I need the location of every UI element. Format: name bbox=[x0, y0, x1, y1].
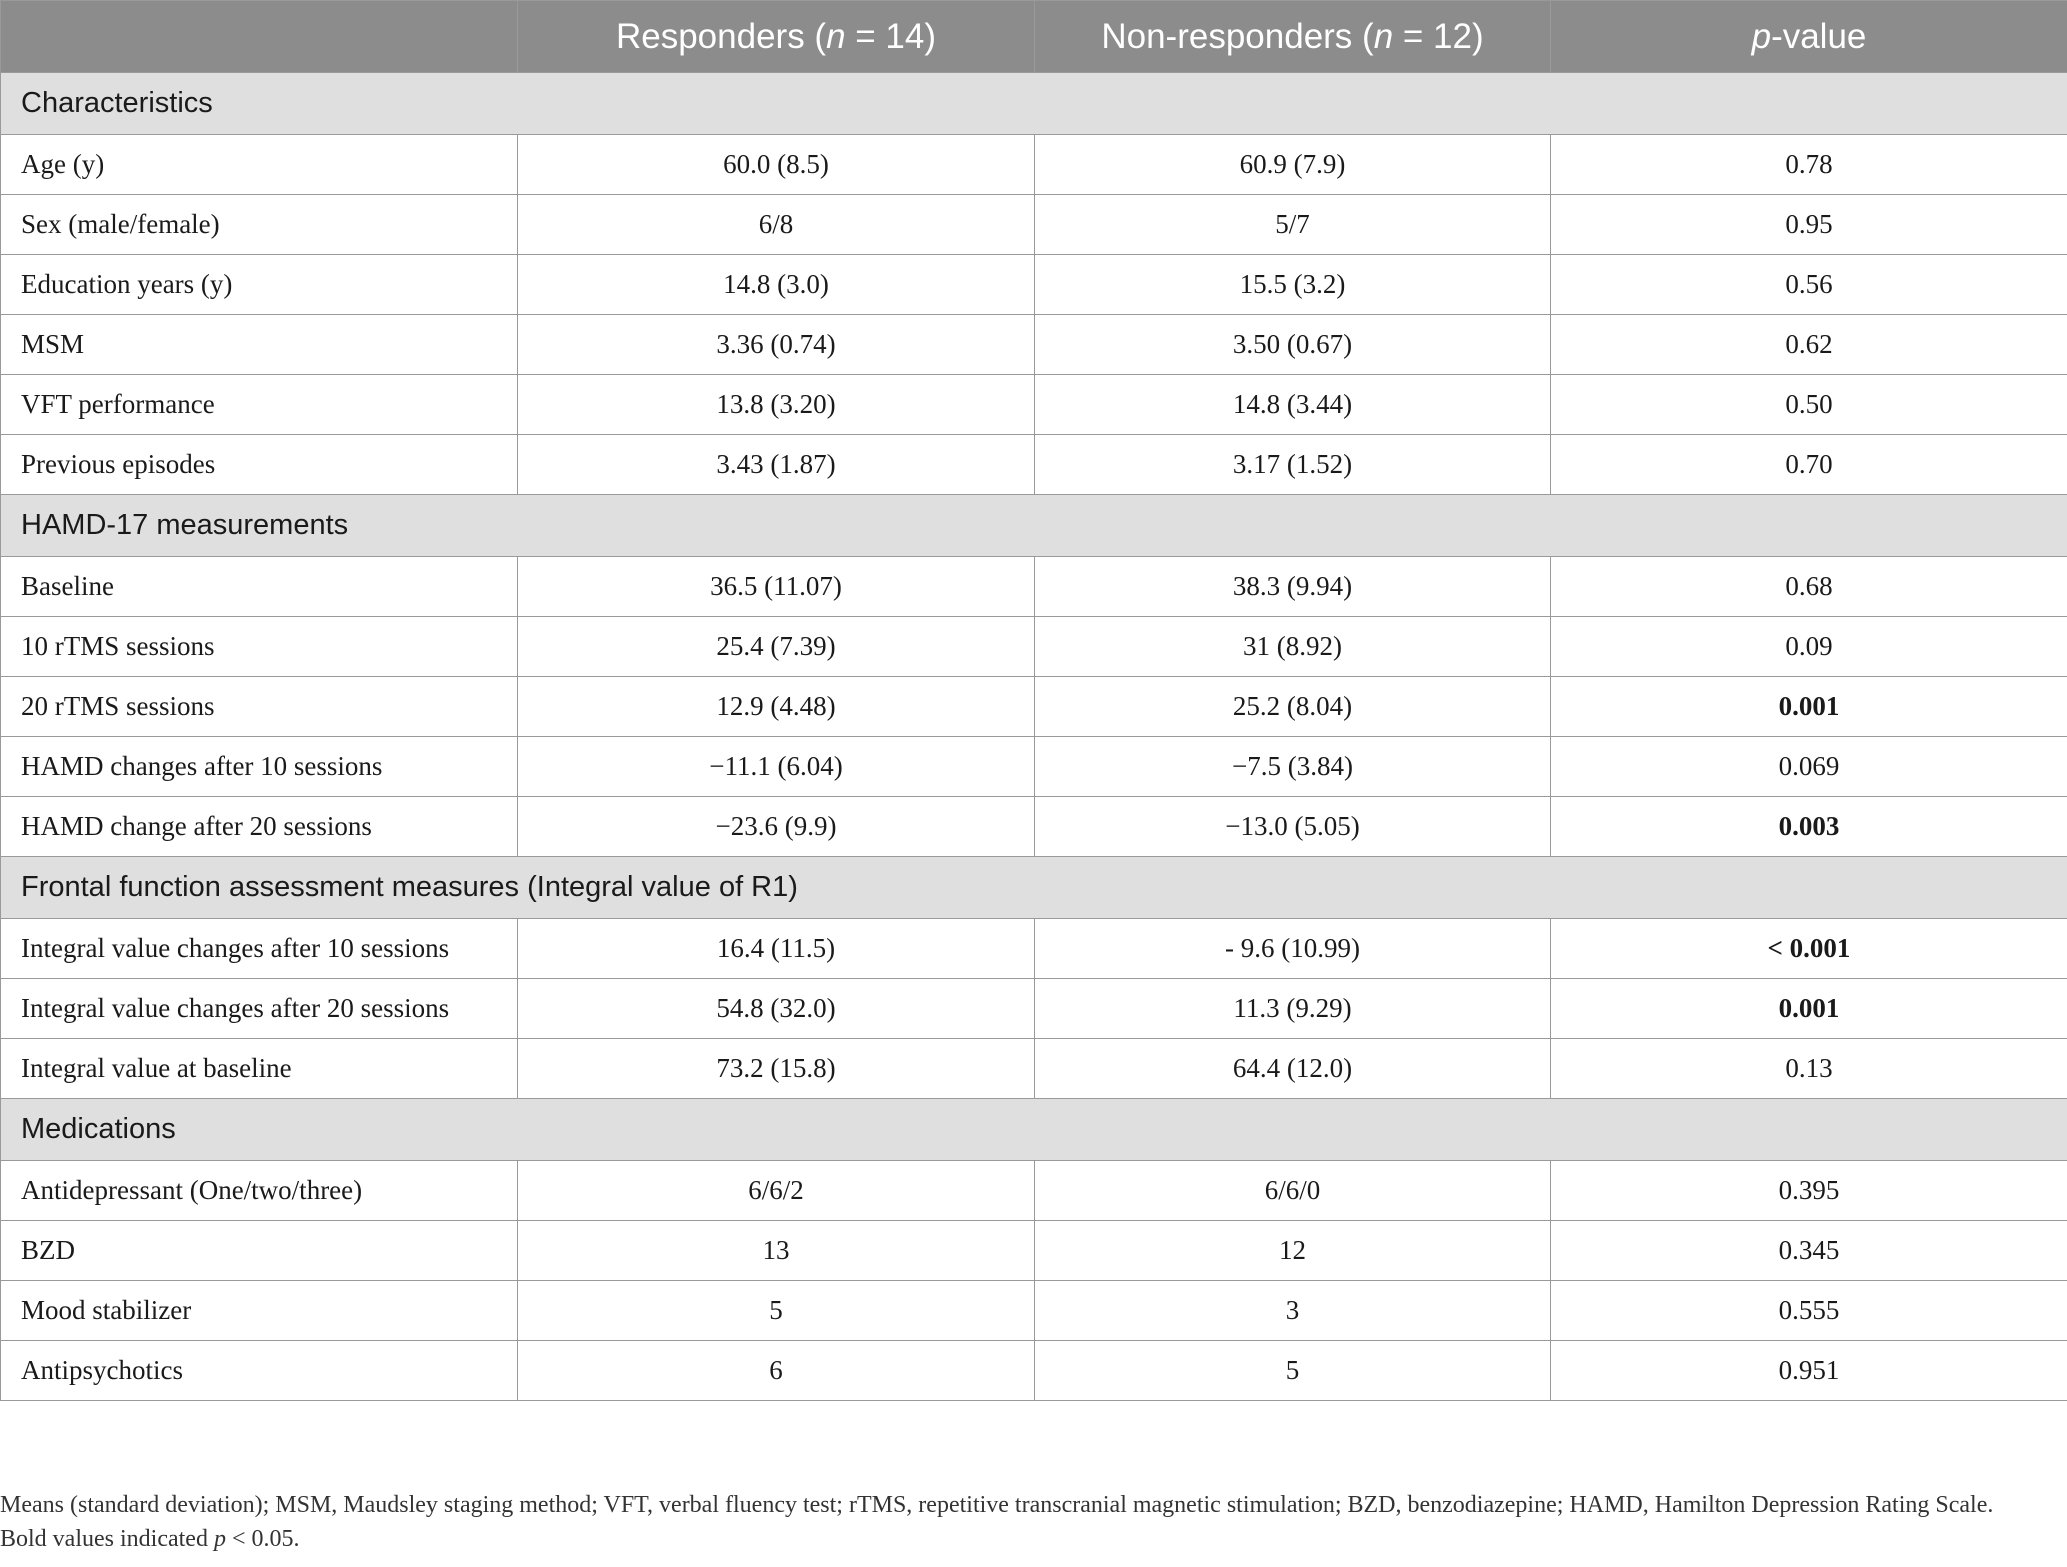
table-row bbox=[1, 1221, 2067, 1281]
section-title: Medications bbox=[1, 1099, 2067, 1161]
responders-value: 54.8 (32.0) bbox=[518, 979, 1035, 1039]
non-responders-value: −7.5 (3.84) bbox=[1035, 737, 1551, 797]
row-label: Integral value changes after 10 sessions bbox=[1, 919, 518, 979]
responders-value: 25.4 (7.39) bbox=[518, 617, 1035, 677]
row-label: Sex (male/female) bbox=[1, 195, 518, 255]
section-row bbox=[1, 495, 2067, 557]
non-responders-value: 25.2 (8.04) bbox=[1035, 677, 1551, 737]
p-value-cell: 0.069 bbox=[1551, 737, 2067, 797]
header-p-value: p-value bbox=[1551, 1, 2067, 73]
row-label: MSM bbox=[1, 315, 518, 375]
non-responders-value: 5 bbox=[1035, 1341, 1551, 1401]
table-row bbox=[1, 919, 2067, 979]
table-footnote: Means (standard deviation); MSM, Maudsley staging method; VFT, verbal fluency test; rTMS, repetitive transcranial magnetic stimulation; BZD, benzodiazepine; HAMD, Hamilton Depression Rating Scale. Bold values indicated p < 0.05. bbox=[0, 1492, 1994, 1552]
table-row bbox=[1, 315, 2067, 375]
row-label: Integral value changes after 20 sessions bbox=[1, 979, 518, 1039]
responders-value: 6/6/2 bbox=[518, 1161, 1035, 1221]
responders-value: 60.0 (8.5) bbox=[518, 135, 1035, 195]
table-row bbox=[1, 255, 2067, 315]
p-value-cell: 0.395 bbox=[1551, 1161, 2067, 1221]
table-row bbox=[1, 737, 2067, 797]
responders-value: −11.1 (6.04) bbox=[518, 737, 1035, 797]
non-responders-value: 3 bbox=[1035, 1281, 1551, 1341]
non-responders-value: 64.4 (12.0) bbox=[1035, 1039, 1551, 1099]
table-row bbox=[1, 195, 2067, 255]
non-responders-value: 5/7 bbox=[1035, 195, 1551, 255]
row-label: Antidepressant (One/two/three) bbox=[1, 1161, 518, 1221]
row-label: Mood stabilizer bbox=[1, 1281, 518, 1341]
responders-value: 13.8 (3.20) bbox=[518, 375, 1035, 435]
non-responders-value: −13.0 (5.05) bbox=[1035, 797, 1551, 857]
row-label: Baseline bbox=[1, 557, 518, 617]
row-label: Previous episodes bbox=[1, 435, 518, 495]
non-responders-value: 3.50 (0.67) bbox=[1035, 315, 1551, 375]
p-value-cell: 0.56 bbox=[1551, 255, 2067, 315]
section-title: HAMD-17 measurements bbox=[1, 495, 2067, 557]
responders-value: 36.5 (11.07) bbox=[518, 557, 1035, 617]
table-row bbox=[1, 617, 2067, 677]
row-label: BZD bbox=[1, 1221, 518, 1281]
non-responders-value: 31 (8.92) bbox=[1035, 617, 1551, 677]
section-title: Frontal function assessment measures (Integral value of R1) bbox=[1, 857, 2067, 919]
row-label: HAMD changes after 10 sessions bbox=[1, 737, 518, 797]
table-row bbox=[1, 1281, 2067, 1341]
table-row bbox=[1, 375, 2067, 435]
p-value-cell: 0.003 bbox=[1551, 797, 2067, 857]
table-row bbox=[1, 1039, 2067, 1099]
responders-value: 12.9 (4.48) bbox=[518, 677, 1035, 737]
row-label: Age (y) bbox=[1, 135, 518, 195]
header-row bbox=[1, 1, 2067, 73]
responders-value: 6 bbox=[518, 1341, 1035, 1401]
non-responders-value: - 9.6 (10.99) bbox=[1035, 919, 1551, 979]
p-value-cell: 0.345 bbox=[1551, 1221, 2067, 1281]
responders-value: −23.6 (9.9) bbox=[518, 797, 1035, 857]
responders-value: 3.43 (1.87) bbox=[518, 435, 1035, 495]
row-label: 20 rTMS sessions bbox=[1, 677, 518, 737]
table-row bbox=[1, 435, 2067, 495]
table-row bbox=[1, 135, 2067, 195]
responders-value: 16.4 (11.5) bbox=[518, 919, 1035, 979]
non-responders-value: 60.9 (7.9) bbox=[1035, 135, 1551, 195]
table-row bbox=[1, 677, 2067, 737]
non-responders-value: 6/6/0 bbox=[1035, 1161, 1551, 1221]
table-row bbox=[1, 557, 2067, 617]
non-responders-value: 15.5 (3.2) bbox=[1035, 255, 1551, 315]
row-label: HAMD change after 20 sessions bbox=[1, 797, 518, 857]
p-value-cell: 0.78 bbox=[1551, 135, 2067, 195]
responders-value: 6/8 bbox=[518, 195, 1035, 255]
table-row bbox=[1, 1341, 2067, 1401]
non-responders-value: 38.3 (9.94) bbox=[1035, 557, 1551, 617]
section-title: Characteristics bbox=[1, 73, 2067, 135]
header-empty-cell bbox=[1, 1, 518, 73]
p-value-cell: 0.09 bbox=[1551, 617, 2067, 677]
p-value-cell: 0.50 bbox=[1551, 375, 2067, 435]
p-value-cell: 0.70 bbox=[1551, 435, 2067, 495]
p-value-cell: 0.68 bbox=[1551, 557, 2067, 617]
table-row bbox=[1, 797, 2067, 857]
section-row bbox=[1, 73, 2067, 135]
responders-value: 14.8 (3.0) bbox=[518, 255, 1035, 315]
header-responders: Responders (n = 14) bbox=[518, 1, 1035, 73]
responders-value: 73.2 (15.8) bbox=[518, 1039, 1035, 1099]
non-responders-value: 3.17 (1.52) bbox=[1035, 435, 1551, 495]
row-label: Education years (y) bbox=[1, 255, 518, 315]
non-responders-value: 12 bbox=[1035, 1221, 1551, 1281]
p-value-cell: 0.13 bbox=[1551, 1039, 2067, 1099]
non-responders-value: 14.8 (3.44) bbox=[1035, 375, 1551, 435]
header-non-responders: Non-responders (n = 12) bbox=[1035, 1, 1551, 73]
p-value-cell: 0.555 bbox=[1551, 1281, 2067, 1341]
row-label: 10 rTMS sessions bbox=[1, 617, 518, 677]
p-value-cell: 0.62 bbox=[1551, 315, 2067, 375]
section-row bbox=[1, 857, 2067, 919]
section-row bbox=[1, 1099, 2067, 1161]
row-label: Integral value at baseline bbox=[1, 1039, 518, 1099]
p-value-cell: 0.001 bbox=[1551, 677, 2067, 737]
p-value-cell: < 0.001 bbox=[1551, 919, 2067, 979]
non-responders-value: 11.3 (9.29) bbox=[1035, 979, 1551, 1039]
responders-value: 5 bbox=[518, 1281, 1035, 1341]
p-value-cell: 0.001 bbox=[1551, 979, 2067, 1039]
row-label: VFT performance bbox=[1, 375, 518, 435]
p-value-cell: 0.95 bbox=[1551, 195, 2067, 255]
table-body bbox=[1, 73, 2067, 1401]
table-row bbox=[1, 1161, 2067, 1221]
responders-value: 3.36 (0.74) bbox=[518, 315, 1035, 375]
p-value-cell: 0.951 bbox=[1551, 1341, 2067, 1401]
row-label: Antipsychotics bbox=[1, 1341, 518, 1401]
table-row bbox=[1, 979, 2067, 1039]
responders-value: 13 bbox=[518, 1221, 1035, 1281]
